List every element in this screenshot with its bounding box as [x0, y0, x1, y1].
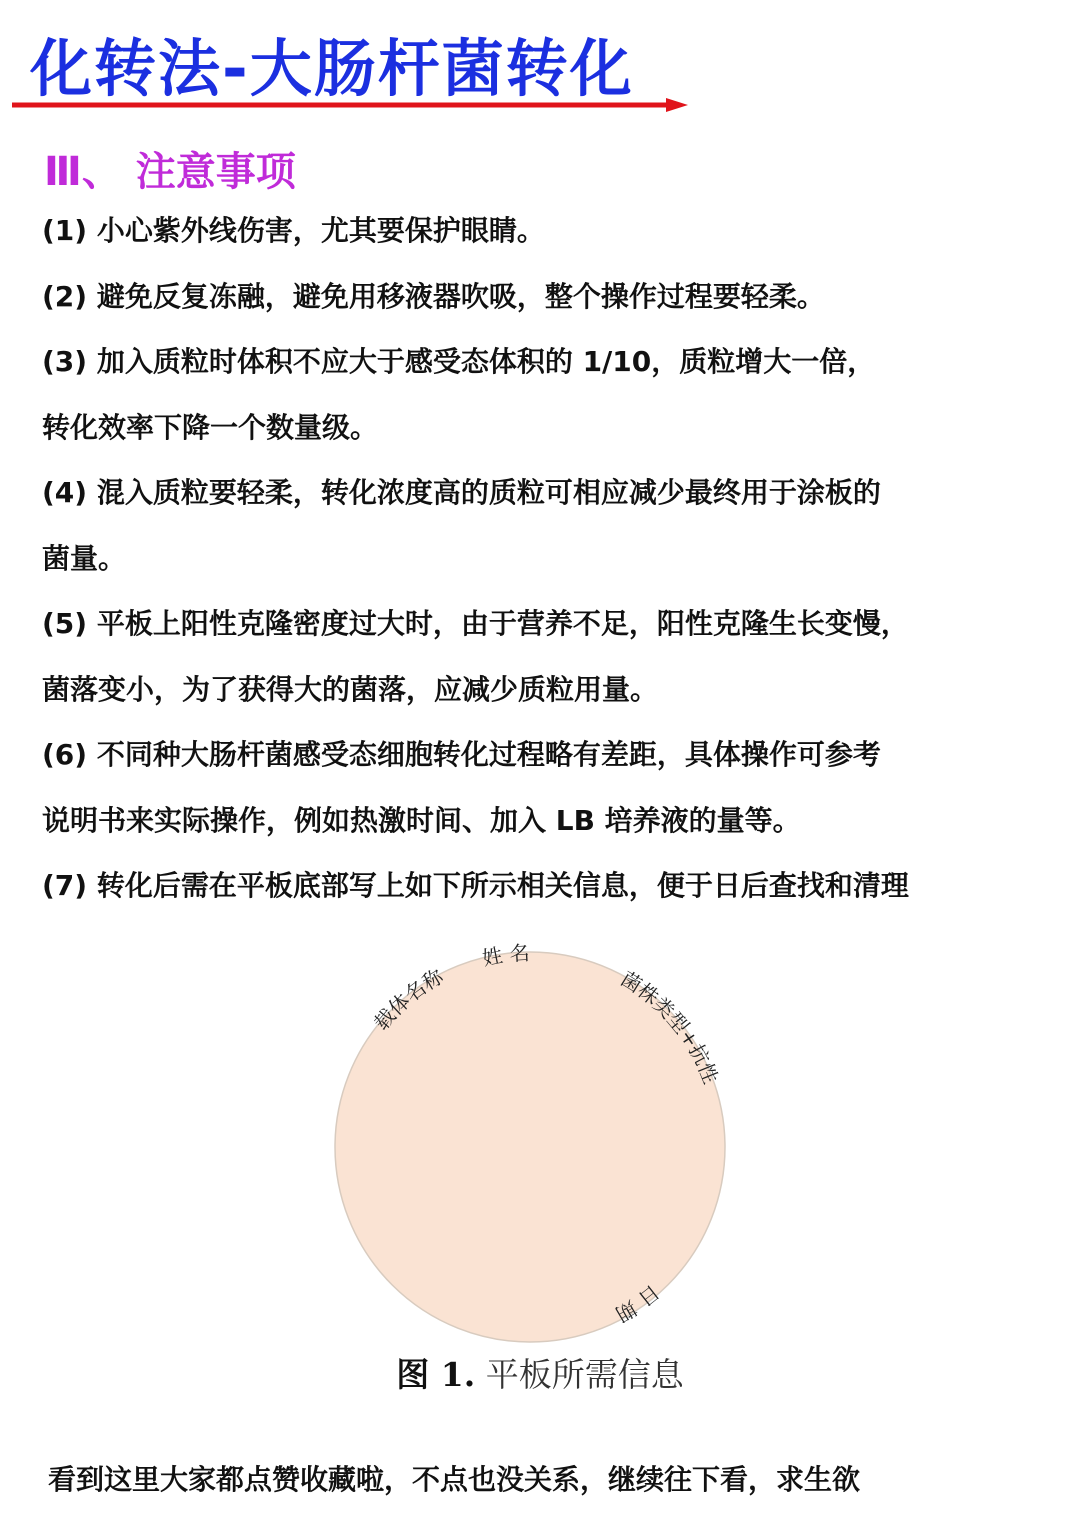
figure-caption-number: 图 1.	[396, 1355, 476, 1394]
note-line: 菌落变小，为了获得大的菌落，应减少质粒用量。	[42, 672, 659, 706]
footer-text: 看到这里大家都点赞收藏啦，不点也没关系，继续往下看，求生欲	[48, 1463, 861, 1496]
notes-list	[42, 198, 1072, 919]
section-heading: Ⅲ、 注意事项	[44, 149, 296, 195]
note-line: (1) 小心紫外线伤害，尤其要保护眼睛。	[42, 214, 545, 247]
note-line: 转化效率下降一个数量级。	[42, 410, 379, 444]
note-line: 说明书来实际操作，例如热激时间、加入 LB 培养液的量等。	[42, 803, 801, 837]
note-line: (6) 不同种大肠杆菌感受态细胞转化过程略有差距，具体操作可参考	[42, 738, 881, 771]
note-line: (2) 避免反复冻融，避免用移液器吹吸，整个操作过程要轻柔。	[42, 279, 825, 313]
note-line: (3) 加入质粒时体积不应大于感受态体积的 1/10，质粒增大一倍，	[42, 345, 876, 378]
petri-plate-figure	[320, 935, 740, 1355]
plate-label-vector-name: 载体名称	[369, 964, 448, 1035]
page-title: 化转法-大肠杆菌转化	[30, 32, 634, 105]
plate-label-strain: 菌株类型+抗性	[616, 966, 723, 1088]
title-underline-arrow	[10, 96, 690, 116]
plate-label-date: 日 期	[611, 1280, 665, 1327]
plate-label-name: 姓 名	[480, 940, 531, 971]
note-line: 菌量。	[42, 541, 127, 575]
figure-caption-text: 平板所需信息	[485, 1355, 684, 1394]
figure-caption	[0, 1350, 1080, 1400]
note-line: (7) 转化后需在平板底部写上如下所示相关信息，便于日后查找和清理	[42, 869, 909, 902]
note-line: (5) 平板上阳性克隆密度过大时，由于营养不足，阳性克隆生长变慢，	[42, 607, 909, 640]
note-line: (4) 混入质粒要轻柔，转化浓度高的质粒可相应减少最终用于涂板的	[42, 476, 881, 509]
